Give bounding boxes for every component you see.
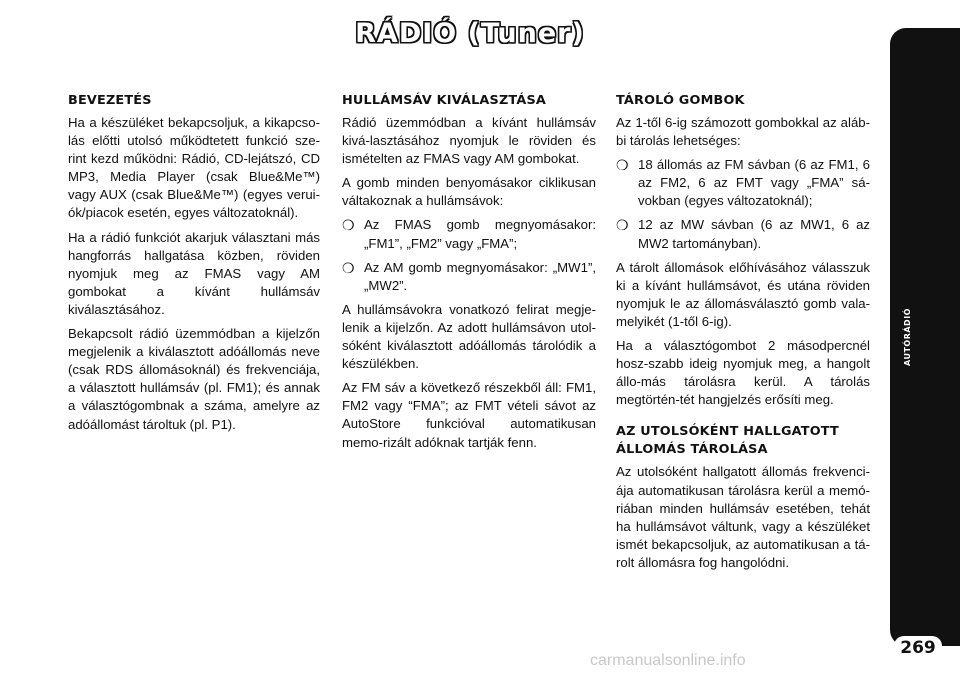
heading-line: ÁLLOMÁS TÁROLÁSA bbox=[616, 442, 768, 458]
section-heading-introduction: BEVEZETÉS bbox=[68, 93, 152, 108]
bullet-text: Az FMAS gomb megnyomásakor: „FM1”, „FM2” vagy „FMA”; bbox=[364, 217, 596, 251]
bullet-item bbox=[342, 216, 596, 252]
paragraph: Rádió üzemmódban a kívánt hullámsáv kivá-lasztásához nyomjuk le röviden és ismételten az FMAS vagy AM gombokat. bbox=[342, 115, 596, 167]
column-band-selection bbox=[342, 92, 596, 458]
bullet-circle-icon: ❍ bbox=[616, 157, 629, 174]
paragraph: Ha a rádió funkciót akarjuk választani más hangforrás hallgatása közben, röviden nyomjuk meg az FMAS vagy AM gombokat a kívánt hullámsáv kiválasztásához. bbox=[68, 229, 320, 317]
paragraph: Az 1-től 6-ig számozott gombokkal az aláb-bi tárolás lehetséges: bbox=[616, 115, 870, 149]
bullet-item bbox=[616, 156, 870, 210]
bullet-text: Az AM gomb megnyomásakor: „MW1”, „MW2”. bbox=[364, 259, 596, 293]
column-introduction bbox=[68, 92, 320, 440]
bullet-item bbox=[342, 259, 596, 295]
paragraph: A tárolt állomások előhívásához válasszuk ki a kívánt hullámsávot, és utána röviden nyomjuk le az állomásválasztó gomb vala-melyikét (1-től 6-ig). bbox=[616, 259, 870, 329]
bullet-circle-icon: ❍ bbox=[616, 217, 629, 234]
chapter-tab bbox=[890, 28, 960, 646]
section-heading-preset-buttons: TÁROLÓ GOMBOK bbox=[616, 93, 745, 108]
chapter-tab-label: AUTÓRÁDIÓ bbox=[903, 308, 912, 366]
paragraph: Ha a készüléket bekapcsoljuk, a kikapcso-lás előtti utolsó működtetett funkció sze-rint kezd működni: Rádió, CD-lejátszó, CD MP3, Media Player (csak Blue&Me™) vagy AUX (csak Blue&Me™) (egyes verui-ók/piacok esetén, egyes változatoknál). bbox=[68, 115, 320, 221]
page-title: RÁDIÓ (Tuner) bbox=[355, 18, 585, 49]
section-heading-last-station bbox=[616, 423, 870, 459]
paragraph: Bekapcsolt rádió üzemmódban a kijelzőn megjelenik a kiválasztott adóállomás neve (csak RDS állomásoknál) és frekvenciája, a választott hullámsáv (pl. FM1); és annak a választógombnak a száma, amelyre az adóállomást tároltuk (pl. P1). bbox=[68, 326, 320, 432]
paragraph: A gomb minden benyomásakor ciklikusan váltakoznak a hullámsávok: bbox=[342, 175, 596, 209]
paragraph: Az utolsóként hallgatott állomás frekvenci-ája automatikusan tárolásra kerül a memó-riában minden hullámsáv esetében, tehát ha hullámsávot váltunk, vagy a készüléket ismét bekapcsoljuk, az automatikusan a tá-rolt állomásra fog hangolódni. bbox=[616, 464, 870, 570]
bullet-text: 18 állomás az FM sávban (6 az FM1, 6 az FM2, 6 az FMT vagy „FMA” sá-vokban (egyes változatoknál); bbox=[638, 157, 870, 209]
page-number: 269 bbox=[894, 636, 942, 658]
bullet-circle-icon: ❍ bbox=[342, 259, 355, 276]
paragraph: Az FM sáv a következő részekből áll: FM1, FM2 vagy “FMA”; az FMT vételi sávot az AutoStore funkcióval automatikusan memo-rizált adóknak tartják fenn. bbox=[342, 380, 596, 450]
column-preset-buttons bbox=[616, 92, 870, 578]
paragraph: A hullámsávokra vonatkozó felirat megje-lenik a kijelzőn. Az adott hullámsávon utol-sóként kiválasztott adóállomás tárolódik a készülékben. bbox=[342, 301, 596, 372]
heading-line: AZ UTOLSÓKÉNT HALLGATOTT bbox=[616, 424, 839, 440]
bullet-text: 12 az MW sávban (6 az MW1, 6 az MW2 tartományban). bbox=[638, 217, 870, 251]
section-heading-band-selection: HULLÁMSÁV KIVÁLASZTÁSA bbox=[342, 93, 546, 108]
watermark: carmanualsonline.info bbox=[590, 652, 746, 669]
bullet-item bbox=[616, 216, 870, 252]
bullet-circle-icon: ❍ bbox=[342, 217, 355, 234]
paragraph: Ha a választógombot 2 másodpercnél hosz-szabb ideig nyomjuk meg, a hangolt állo-más tárolásra kerül. A tárolás megtörtén-tét hangjelzés erősíti meg. bbox=[616, 338, 870, 408]
